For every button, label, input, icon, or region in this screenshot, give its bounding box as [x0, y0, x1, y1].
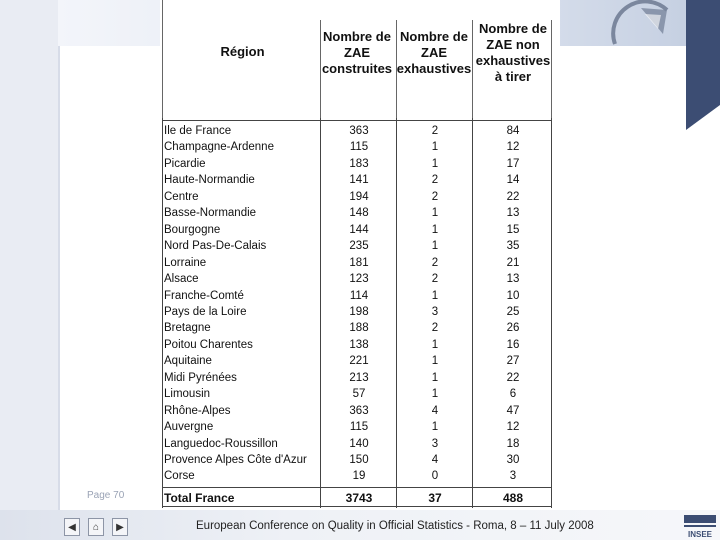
region-cell: Limousin — [164, 388, 211, 401]
decorative-logo-arc — [605, 0, 685, 46]
header-nonex-line2: ZAE non — [486, 37, 540, 52]
exhaustive-cell: 2 — [431, 322, 439, 335]
built-cell: 57 — [352, 388, 366, 401]
exhaustive-cell: 1 — [431, 421, 439, 434]
built-cell: 150 — [349, 454, 369, 466]
region-cell: Aquitaine — [164, 355, 212, 368]
table-row — [162, 387, 552, 403]
non-exhaustive-cell: 22 — [506, 371, 520, 384]
table-row — [162, 140, 552, 156]
built-cell: 198 — [349, 305, 369, 318]
grid-line — [396, 20, 397, 118]
table-row — [162, 354, 552, 370]
region-cell: Languedoc-Roussillon — [164, 437, 278, 450]
exhaustive-cell: 3 — [431, 437, 439, 450]
previous-slide-button[interactable]: ◀ — [64, 518, 80, 536]
next-slide-button[interactable]: ▶ — [112, 518, 128, 536]
region-cell: Provence Alpes Côte d'Azur — [164, 454, 307, 466]
built-cell: 114 — [349, 289, 369, 302]
table-row — [162, 173, 552, 189]
region-cell: Centre — [164, 190, 199, 203]
header-built — [318, 29, 396, 77]
exhaustive-cell: 1 — [431, 371, 439, 384]
header-exhaustive-line3: exhaustives — [396, 61, 472, 76]
built-cell: 144 — [349, 223, 369, 236]
table-row — [162, 157, 552, 173]
grid-line — [162, 0, 163, 118]
non-exhaustive-cell: 15 — [506, 223, 520, 236]
table-row — [162, 371, 552, 387]
region-cell: Rhône-Alpes — [164, 404, 231, 417]
region-cell: Lorraine — [164, 256, 207, 269]
non-exhaustive-cell: 18 — [506, 437, 520, 450]
region-cell: Picardie — [164, 157, 206, 170]
exhaustive-cell: 1 — [431, 207, 439, 220]
built-cell: 141 — [349, 174, 369, 187]
exhaustive-cell: 1 — [431, 141, 439, 154]
total-row — [162, 490, 552, 506]
exhaustive-cell: 2 — [431, 273, 439, 286]
table-row — [162, 453, 552, 469]
exhaustive-cell: 1 — [431, 223, 439, 236]
non-exhaustive-cell: 25 — [506, 305, 520, 318]
exhaustive-cell: 2 — [431, 190, 439, 203]
non-exhaustive-cell: 17 — [506, 157, 520, 170]
exhaustive-cell: 1 — [431, 240, 439, 253]
built-cell: 363 — [349, 125, 369, 137]
table-row — [162, 190, 552, 206]
non-exhaustive-cell: 27 — [506, 355, 520, 368]
table-row — [162, 223, 552, 239]
home-button[interactable]: ⌂ — [88, 518, 104, 536]
table-row — [162, 206, 552, 222]
non-exhaustive-cell: 6 — [509, 388, 517, 401]
grid-line — [472, 20, 473, 118]
exhaustive-cell: 2 — [431, 174, 439, 187]
built-cell: 183 — [349, 157, 369, 170]
exhaustive-cell: 1 — [431, 289, 439, 302]
non-exhaustive-cell: 12 — [506, 421, 520, 434]
grid-line — [162, 487, 552, 488]
table-row — [162, 289, 552, 305]
region-cell: Auvergne — [164, 421, 214, 434]
region-cell: Bretagne — [164, 322, 211, 335]
table-row — [162, 420, 552, 436]
exhaustive-cell: 1 — [431, 355, 439, 368]
header-region: Région — [220, 44, 265, 59]
header-exhaustive-line2: ZAE — [421, 45, 447, 60]
header-built-line3: construites — [321, 61, 393, 76]
header-nonex-line4: à tirer — [494, 69, 532, 84]
insee-logo — [682, 512, 718, 540]
non-exhaustive-cell: 35 — [506, 240, 520, 253]
exhaustive-cell: 4 — [431, 454, 439, 466]
left-band — [0, 0, 58, 540]
built-cell: 140 — [349, 437, 369, 450]
exhaustive-cell: 2 — [431, 125, 439, 137]
region-cell: Bourgogne — [164, 223, 221, 236]
non-exhaustive-cell: 47 — [506, 404, 520, 417]
region-cell: Pays de la Loire — [164, 305, 247, 318]
table-row — [162, 437, 552, 453]
built-cell: 213 — [349, 371, 369, 384]
total-built: 3743 — [345, 491, 373, 505]
table-row — [162, 256, 552, 272]
non-exhaustive-cell: 12 — [506, 141, 520, 154]
built-cell: 115 — [349, 421, 369, 434]
table-row — [162, 124, 552, 140]
exhaustive-cell: 1 — [431, 338, 439, 351]
header-exhaustive — [394, 29, 474, 77]
region-cell: Poitou Charentes — [164, 338, 253, 351]
table-row — [162, 338, 552, 354]
region-cell: Basse-Normandie — [164, 207, 257, 220]
table-row — [162, 272, 552, 288]
page-number: Page 70 — [87, 490, 125, 501]
non-exhaustive-cell: 84 — [506, 125, 520, 137]
grid-line — [320, 20, 321, 118]
built-cell: 194 — [349, 190, 369, 203]
built-cell: 363 — [349, 404, 369, 417]
built-cell: 148 — [349, 207, 369, 220]
exhaustive-cell: 2 — [431, 256, 439, 269]
region-cell: Ile de France — [164, 125, 232, 137]
region-cell: Midi Pyrénées — [164, 371, 237, 384]
total-label: Total France — [164, 491, 235, 505]
non-exhaustive-cell: 26 — [506, 322, 520, 335]
non-exhaustive-cell: 22 — [506, 190, 520, 203]
total-non-exhaustive: 488 — [502, 491, 524, 505]
exhaustive-cell: 0 — [431, 470, 439, 483]
region-cell: Franche-Comté — [164, 289, 244, 302]
built-cell: 19 — [352, 470, 366, 483]
exhaustive-cell: 3 — [431, 305, 439, 318]
left-divider — [58, 0, 60, 510]
non-exhaustive-cell: 21 — [506, 256, 520, 269]
exhaustive-cell: 1 — [431, 388, 439, 401]
table-row — [162, 321, 552, 337]
non-exhaustive-cell: 14 — [506, 174, 520, 187]
header-nonex-line3: exhaustives — [475, 53, 551, 68]
table-row — [162, 239, 552, 255]
non-exhaustive-cell: 13 — [506, 273, 520, 286]
region-cell: Champagne-Ardenne — [164, 141, 274, 154]
built-cell: 221 — [349, 355, 369, 368]
grid-line — [551, 20, 552, 118]
built-cell: 235 — [349, 240, 369, 253]
grid-line — [162, 120, 552, 121]
header-built-line2: ZAE — [344, 45, 370, 60]
total-exhaustive: 37 — [428, 491, 442, 505]
header-exhaustive-line1: Nombre de — [400, 29, 468, 44]
header-nonex-line1: Nombre de — [479, 21, 547, 36]
table-row — [162, 404, 552, 420]
built-cell: 138 — [349, 338, 369, 351]
built-cell: 188 — [349, 322, 369, 335]
insee-logo-text: INSEE — [687, 530, 713, 539]
table-row — [162, 305, 552, 321]
exhaustive-cell: 1 — [431, 157, 439, 170]
region-cell: Alsace — [164, 273, 199, 286]
non-exhaustive-cell: 3 — [509, 470, 517, 483]
non-exhaustive-cell: 16 — [506, 338, 520, 351]
footer-conference-text: European Conference on Quality in Official Statistics - Roma, 8 – 11 July 2008 — [196, 520, 594, 532]
region-cell: Haute-Normandie — [164, 174, 255, 187]
built-cell: 181 — [349, 256, 369, 269]
non-exhaustive-cell: 30 — [506, 454, 520, 466]
region-cell: Corse — [164, 470, 195, 483]
region-cell: Nord Pas-De-Calais — [164, 240, 267, 253]
header-non-exhaustive — [472, 21, 554, 85]
table-row — [162, 469, 552, 485]
header-built-line1: Nombre de — [323, 29, 391, 44]
non-exhaustive-cell: 10 — [506, 289, 520, 302]
exhaustive-cell: 4 — [431, 404, 439, 417]
built-cell: 123 — [349, 273, 369, 286]
non-exhaustive-cell: 13 — [506, 207, 520, 220]
built-cell: 115 — [349, 141, 369, 154]
corner-tab — [686, 0, 720, 130]
